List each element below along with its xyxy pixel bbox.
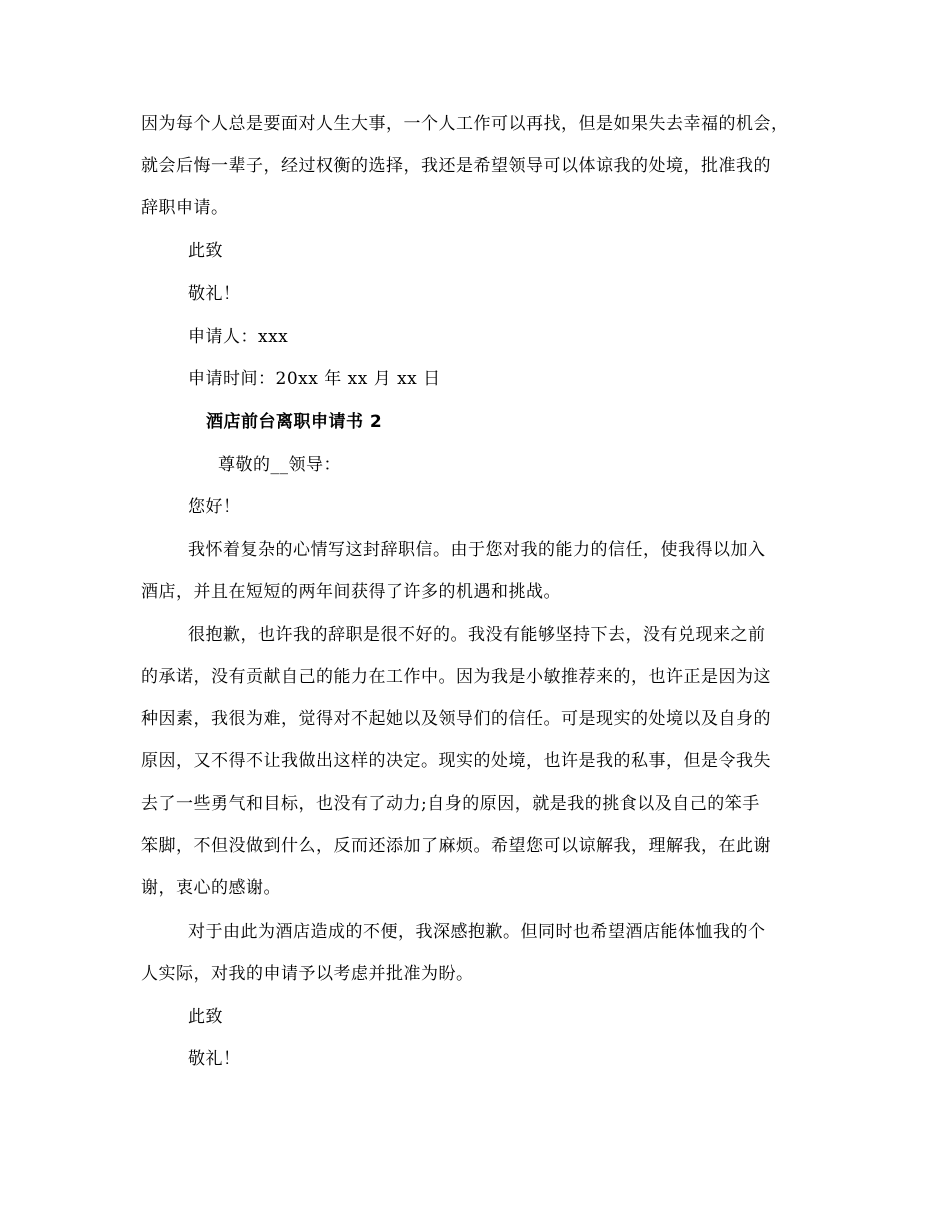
paragraph-line: 酒店，并且在短短的两年间获得了许多的机遇和挑战。 [141, 582, 561, 602]
paragraph-line: 我怀着复杂的心情写这封辞职信。由于您对我的能力的信任，使我得以加入 [188, 540, 766, 560]
paragraph-line: 对于由此为酒店造成的不便，我深感抱歉。但同时也希望酒店能体恤我的个 [188, 922, 766, 942]
paragraph-line: 去了一些勇气和目标，也没有了动力;自身的原因，就是我的挑食以及自己的笨手 [141, 794, 760, 814]
paragraph-line: 原因，又不得不让我做出这样的决定。现实的处境，也许是我的私事，但是令我失 [141, 751, 771, 771]
paragraph-line: 很抱歉，也许我的辞职是很不好的。我没有能够坚持下去，没有兑现来之前 [188, 625, 766, 645]
section-title: 酒店前台离职申请书 2 [206, 412, 383, 432]
paragraph-line: 就会后悔一辈子，经过权衡的选择，我还是希望领导可以体谅我的处境，批准我的 [141, 156, 771, 176]
paragraph-line: 人实际，对我的申请予以考虑并批准为盼。 [141, 964, 474, 984]
applicant-line: 申请人：xxx [188, 327, 289, 347]
paragraph-line: 谢，衷心的感谢。 [141, 878, 281, 898]
closing-text: 此致 [188, 1007, 223, 1027]
paragraph-line: 笨脚，不但没做到什么，反而还添加了麻烦。希望您可以谅解我，理解我，在此谢 [141, 836, 771, 856]
date-line: 申请时间：20xx 年 xx 月 xx 日 [188, 369, 441, 389]
paragraph-line: 的承诺，没有贡献自己的能力在工作中。因为我是小敏推荐来的，也许正是因为这 [141, 667, 771, 687]
greeting-line: 您好！ [188, 497, 241, 517]
paragraph-line: 因为每个人总是要面对人生大事，一个人工作可以再找，但是如果失去幸福的机会， [141, 114, 789, 134]
regards-text: 敬礼！ [188, 1049, 241, 1069]
regards-text: 敬礼！ [188, 284, 241, 304]
paragraph-line: 辞职申请。 [141, 198, 229, 218]
closing-text: 此致 [188, 241, 223, 261]
paragraph-line: 种因素，我很为难，觉得对不起她以及领导们的信任。可是现实的处境以及自身的 [141, 709, 771, 729]
salutation-line: 尊敬的__领导： [218, 455, 341, 475]
